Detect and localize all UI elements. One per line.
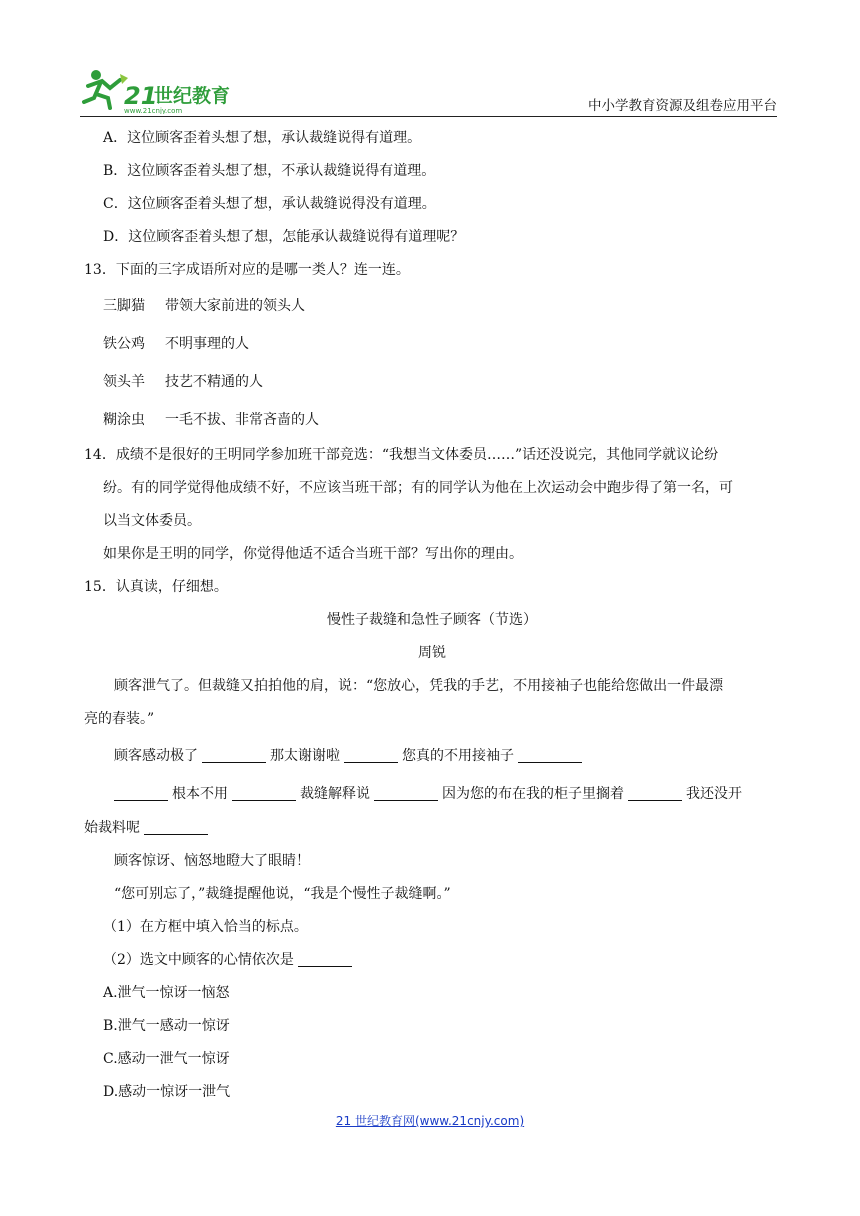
passage-para-2 <box>84 736 780 776</box>
page-header <box>80 62 777 120</box>
description: 技艺不精通的人 <box>165 374 263 390</box>
passage-para-1: 顾客泄气了。但裁缝又拍拍他的肩，说：“您放心，凭我的手艺，不用接袖子也能给您做出一件最漂 <box>114 678 724 694</box>
idiom: 糊涂虫 <box>103 412 145 428</box>
q15-stem: 15．认真读，仔细想。 <box>84 579 228 595</box>
q13-stem: 13．下面的三字成语所对应的是哪一类人？连一连。 <box>84 262 410 278</box>
q14-line-1: 14．成绩不是很好的王明同学参加班干部竞选：“我想当文体委员……”话还没说完，其他同学就议论纷 <box>84 447 719 463</box>
passage-author: 周锐 <box>418 645 446 661</box>
q13-row <box>84 287 780 325</box>
q14-line-3: 以当文体委员。 <box>103 513 201 529</box>
idiom: 领头羊 <box>103 374 145 390</box>
page-footer <box>0 1112 860 1129</box>
q12-option-a: A．这位顾客歪着头想了想，承认裁缝说得有道理。 <box>103 130 422 146</box>
passage-para-3-cont <box>84 812 780 845</box>
passage-title: 慢性子裁缝和急性子顾客（节选） <box>327 612 537 628</box>
q14-question: 如果你是王明的同学，你觉得他适不适合当班干部？写出你的理由。 <box>103 546 523 562</box>
svg-text:www.21cnjy.com: www.21cnjy.com <box>124 107 183 114</box>
passage-text: 根本不用 <box>172 786 228 802</box>
punctuation-blank[interactable] <box>144 820 208 835</box>
passage-para-6: “您可别忘了，”裁缝提醒他说，“我是个慢性子裁缝啊。” <box>114 886 451 902</box>
logo-21cnjy <box>80 66 250 114</box>
svg-text:21: 21 <box>124 82 158 110</box>
sub-question-1: （1）在方框中填入恰当的标点。 <box>103 919 308 935</box>
passage-para-5: 顾客惊讶、恼怒地瞪大了眼睛！ <box>114 853 310 869</box>
svg-text:世纪教育: 世纪教育 <box>154 85 231 107</box>
punctuation-blank[interactable] <box>344 748 398 763</box>
idiom: 铁公鸡 <box>103 336 145 352</box>
description: 带领大家前进的领头人 <box>165 298 305 314</box>
punctuation-blank[interactable] <box>374 786 438 801</box>
passage-text: 始裁料呢 <box>84 820 140 836</box>
idiom: 三脚猫 <box>103 298 145 314</box>
passage-text: 因为您的布在我的柜子里搁着 <box>442 786 624 802</box>
q12-option-b: B．这位顾客歪着头想了想，不承认裁缝说得有道理。 <box>103 163 436 179</box>
option-c: C.感动一泄气一惊讶 <box>103 1051 230 1067</box>
passage-para-1-cont: 亮的春装。” <box>84 711 155 727</box>
platform-title: 中小学教育资源及组卷应用平台 <box>588 98 777 114</box>
answer-blank[interactable] <box>298 952 352 967</box>
punctuation-blank[interactable] <box>232 786 296 801</box>
q13-row <box>84 363 780 401</box>
sub-question-2 <box>84 944 780 977</box>
passage-text: 那太谢谢啦 <box>270 748 340 764</box>
passage-text: 我还没开 <box>686 786 742 802</box>
sub-question-text: （2）选文中顾客的心情依次是 <box>103 952 294 968</box>
q12-option-c: C．这位顾客歪着头想了想，承认裁缝说得没有道理。 <box>103 196 436 212</box>
q13-row <box>84 401 780 439</box>
q14-line-2: 纷。有的同学觉得他成绩不好，不应该当班干部；有的同学认为他在上次运动会中跑步得了第一名，可 <box>103 480 733 496</box>
passage-text: 裁缝解释说 <box>300 786 370 802</box>
page-content <box>84 122 780 1109</box>
option-b: B.泄气一感动一惊讶 <box>103 1018 230 1034</box>
punctuation-blank[interactable] <box>202 748 266 763</box>
description: 一毛不拔、非常吝啬的人 <box>165 412 319 428</box>
footer-link[interactable]: 21 世纪教育网(www.21cnjy.com) <box>335 1114 525 1128</box>
q13-row <box>84 325 780 363</box>
passage-text: 您真的不用接袖子 <box>402 748 514 764</box>
q12-option-d: D．这位顾客歪着头想了想，怎能承认裁缝说得有道理呢？ <box>103 229 465 245</box>
punctuation-blank[interactable] <box>114 786 168 801</box>
punctuation-blank[interactable] <box>518 748 582 763</box>
option-d: D.感动一惊讶一泄气 <box>103 1084 231 1100</box>
header-divider <box>80 116 777 117</box>
description: 不明事理的人 <box>165 336 249 352</box>
passage-para-3 <box>84 776 780 812</box>
option-a: A.泄气一惊讶一恼怒 <box>103 985 230 1001</box>
passage-text: 顾客感动极了 <box>114 748 198 764</box>
punctuation-blank[interactable] <box>628 786 682 801</box>
